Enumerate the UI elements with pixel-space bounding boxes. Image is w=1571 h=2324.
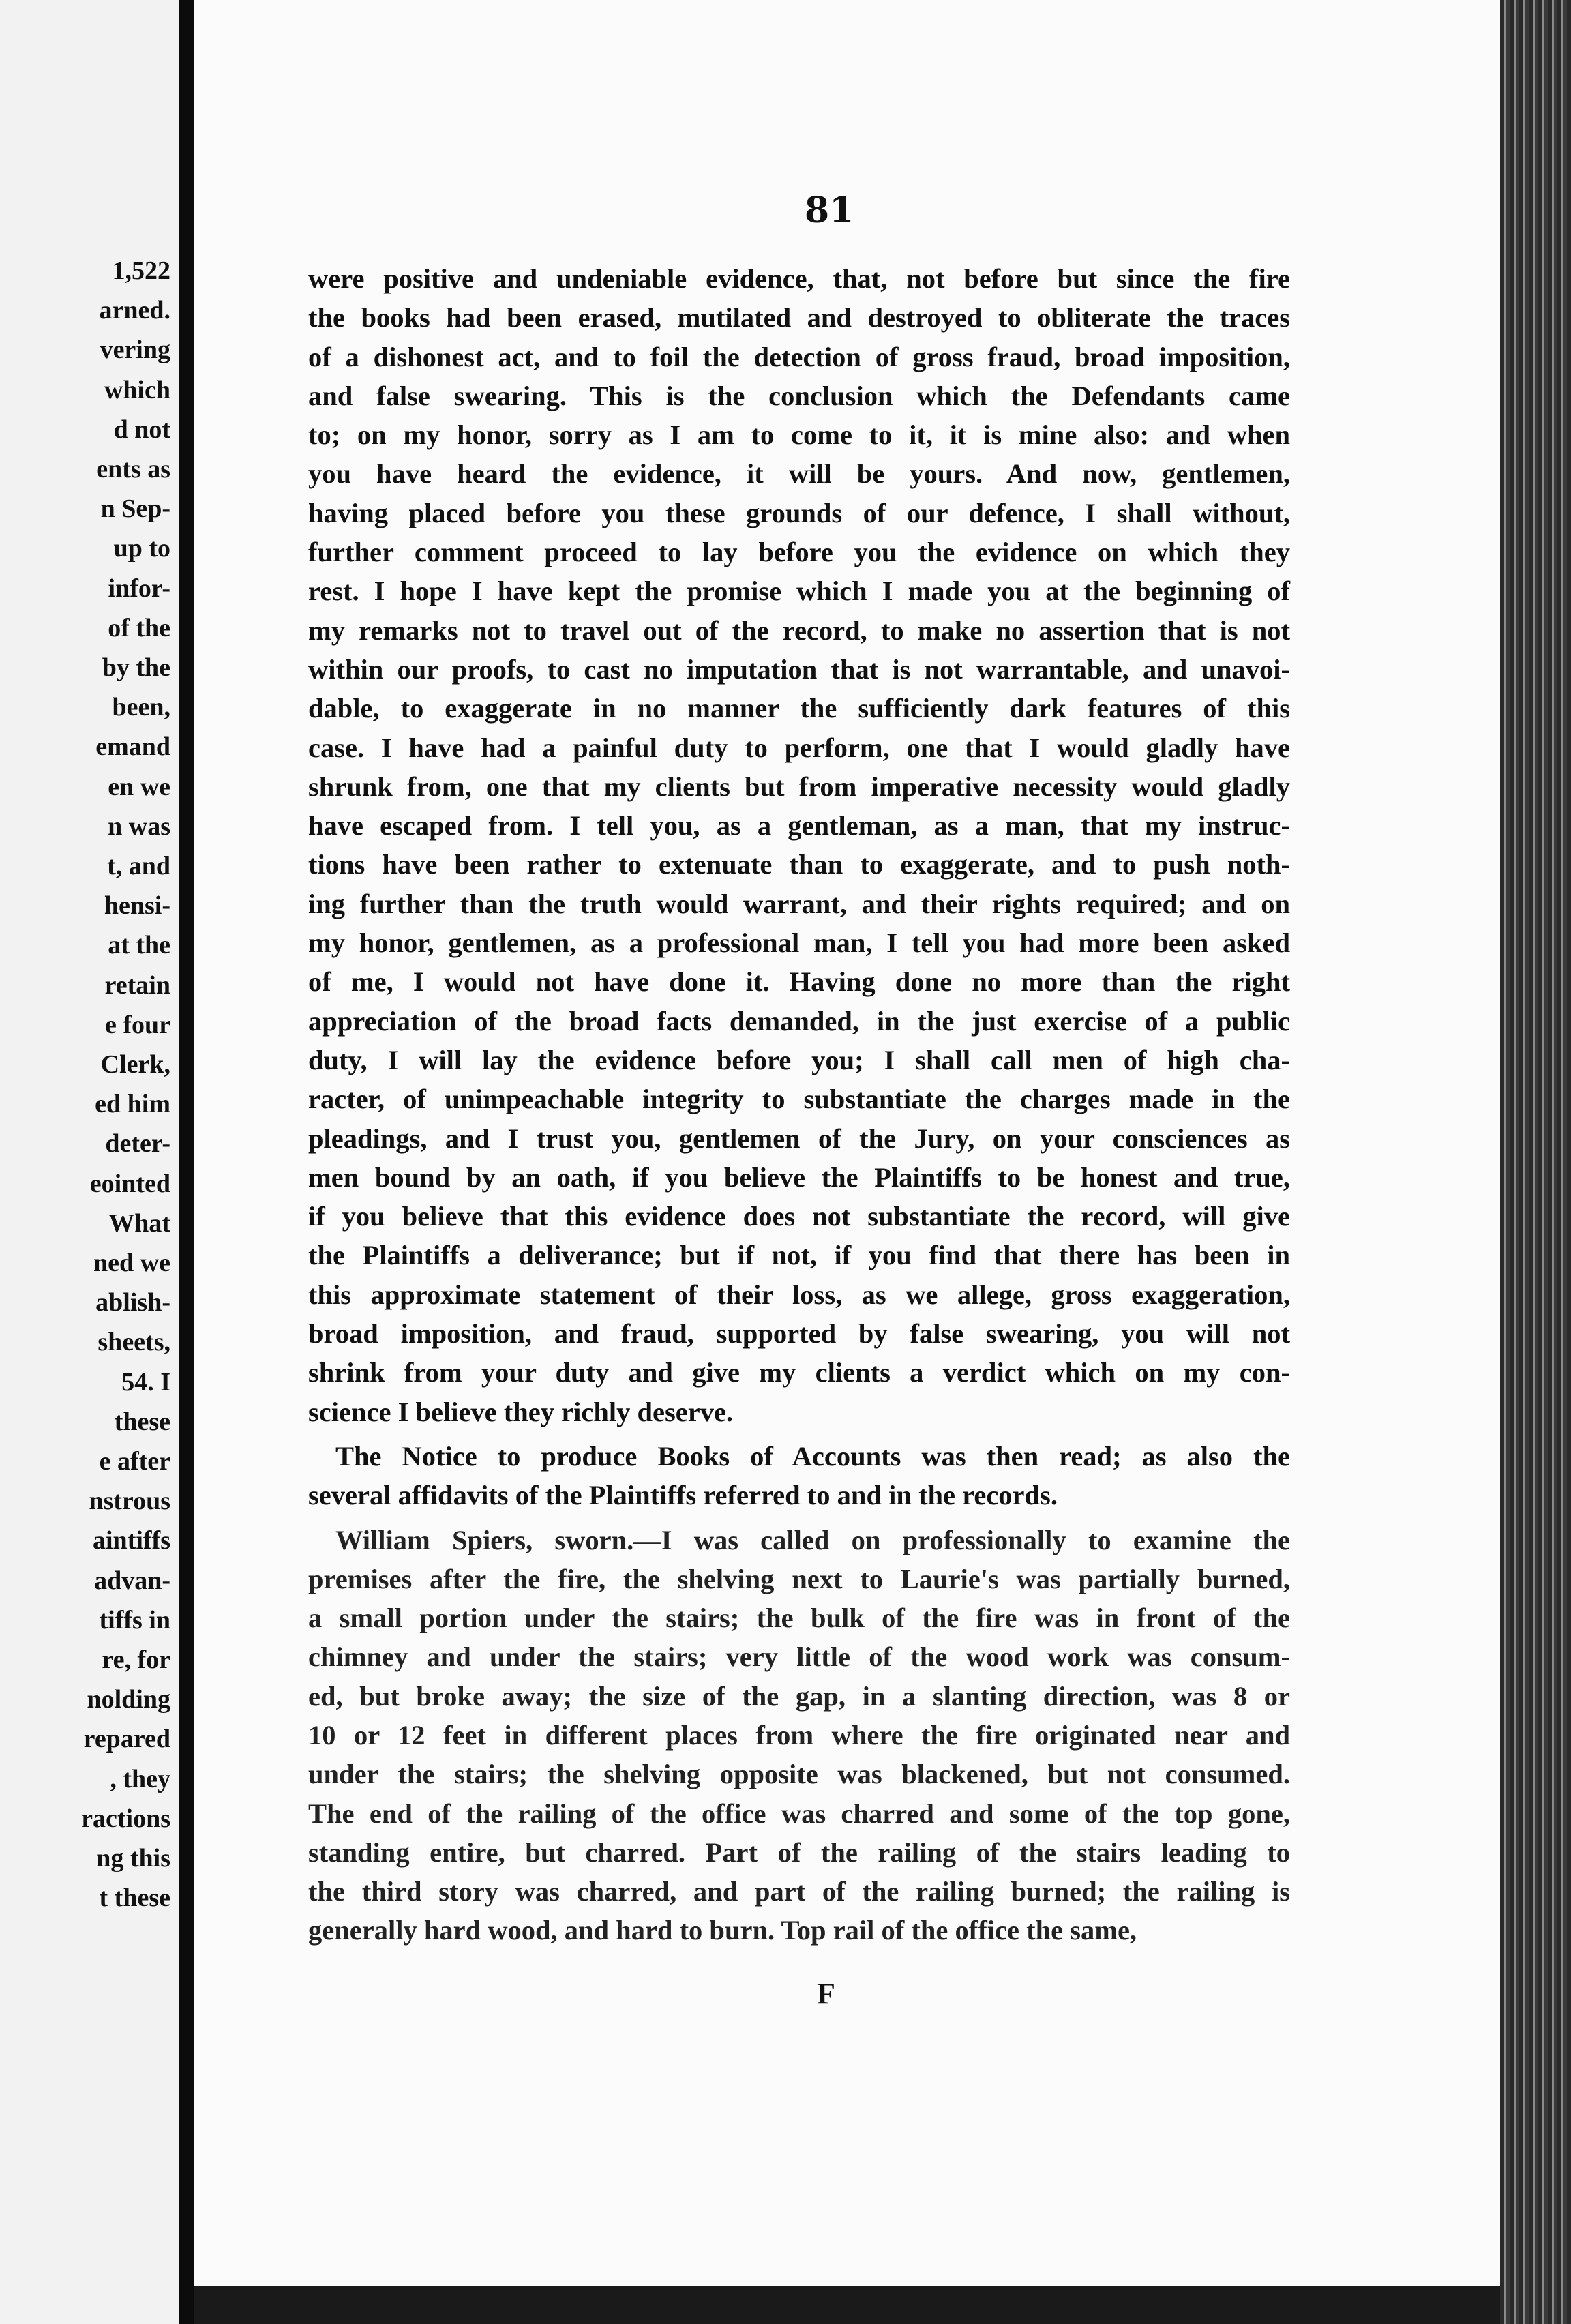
text-line: under the stairs; the shelving opposite was blackened, but not consumed. [308,1759,1290,1790]
text-line: my honor, gentlemen, as a professional man, I tell you had more been asked [308,927,1290,959]
text-line: to; on my honor, sorry as I am to come to it, it is mine also: and when [308,419,1290,451]
left-page-line: arned. [99,296,170,325]
text-line: tions have been rather to extenuate than to exaggerate, and to push noth- [308,849,1290,880]
text-line: men bound by an oath, if you believe the Plaintiffs to be honest and true, [308,1161,1290,1193]
left-page-line: n was [108,811,170,841]
left-page-line: retain [104,970,170,1000]
left-page-line: t, and [107,852,170,880]
left-page-line: n Sep- [100,494,170,524]
left-page-line: eointed [89,1169,170,1198]
left-page-line: hensi- [104,891,170,921]
left-page-line: re, for [102,1645,170,1674]
text-line: further comment proceed to lay before you the evidence on which they [308,537,1290,568]
left-page-line: tiffs in [99,1605,170,1635]
left-page-line: en we [108,772,170,801]
left-page-line: ed him [95,1090,170,1119]
text-line: The Notice to produce Books of Accounts was then read; as also the [335,1440,1290,1472]
left-page-line: these [114,1407,170,1436]
text-line: dable, to exaggerate in no manner the sufficiently dark features of this [308,693,1290,724]
left-page-line: nolding [87,1685,170,1714]
text-line: broad imposition, and fraud, supported by false swearing, you will not [308,1318,1290,1350]
left-page-line: advan- [94,1566,170,1595]
text-line: shrunk from, one that my clients but from imperative necessity would gladly [308,771,1290,802]
left-page-line: ents as [96,455,170,483]
text-line: of a dishonest act, and to foil the detection of gross fraud, broad imposition, [308,341,1290,372]
left-page-line: vering [100,336,170,365]
text-line: chimney and under the stairs; very little of the wood work was consum- [308,1641,1290,1673]
text-line: ed, but broke away; the size of the gap, in a slanting direction, was 8 or [308,1680,1290,1712]
text-line: a small portion under the stairs; the bulk of the fire was in front of the [308,1603,1290,1634]
left-page-line: sheets, [98,1328,170,1357]
text-line: of me, I would not have done it. Having done no more than the right [308,966,1290,998]
text-line: 10 or 12 feet in different places from where the fire originated near and [308,1719,1290,1751]
text-line: rest. I hope I have kept the promise which I made you at the beginning of [308,576,1290,607]
text-line: having placed before you these grounds of our defence, I shall without, [308,497,1290,528]
signature-mark: F [817,1977,835,2010]
left-page-line: 54. I [121,1367,170,1397]
left-page-line: 1,522 [112,256,170,285]
text-line: racter, of unimpeachable integrity to substantiate the charges made in the [308,1084,1290,1115]
left-page-fragment [0,0,194,2324]
text-line: within our proofs, to cast no imputation that is not warrantable, and unavoi- [308,653,1290,685]
text-line: this approximate statement of their loss, as we allege, gross exaggeration, [308,1279,1290,1310]
left-page-line: repared [83,1725,170,1754]
text-line: have escaped from. I tell you, as a gentleman, as a man, that my instruc- [308,810,1290,841]
left-page-line: Clerk, [100,1050,170,1079]
left-page-line: , they [110,1764,170,1793]
paragraph-1 [308,259,1290,1431]
text-line: were positive and undeniable evidence, that, not before but since the fire [308,263,1290,294]
left-page-line: What [108,1208,170,1238]
text-line: if you believe that this evidence does not substantiate the record, will give [308,1201,1290,1232]
text-line: the Plaintiffs a deliverance; but if not, if you find that there has been in [308,1240,1290,1271]
book-page-edges [1500,0,1571,2324]
text-line: the third story was charred, and part of the railing burned; the railing is [308,1876,1290,1907]
left-page-line: up to [113,534,170,563]
body-text [308,259,1290,1950]
left-page-line: t these [99,1883,170,1913]
left-page-line: e four [104,1010,170,1039]
left-page-line: deter- [105,1129,170,1159]
left-page-line: infor- [108,573,170,603]
text-line: William Spiers, sworn.—I was called on professionally to examine the [335,1524,1290,1555]
left-page-line: which [104,375,170,404]
left-page-line: aintiffs [93,1526,170,1555]
text-line: generally hard wood, and hard to burn. Top rail of the office the same, [308,1915,1137,1946]
left-page-line: ractions [81,1804,170,1833]
text-line: several affidavits of the Plaintiffs referred to and in the records. [308,1480,1058,1511]
text-line: duty, I will lay the evidence before you; I shall call men of high cha- [308,1044,1290,1075]
text-line: premises after the fire, the shelving next to Laurie's was partially burned, [308,1563,1290,1594]
left-page-line: ned we [93,1249,170,1277]
left-page-line: ablish- [95,1288,170,1317]
text-line: case. I have had a painful duty to perform, one that I would gladly have [308,732,1290,763]
text-line: ing further than the truth would warrant, and their rights required; and on [308,888,1290,919]
text-line: my remarks not to travel out of the record, to make no assertion that is not [308,614,1290,646]
left-page-line: of the [108,613,170,642]
left-page-line: emand [95,732,170,762]
left-page-line: d not [113,415,170,444]
text-line: shrink from your duty and give my clients a verdict which on my con- [308,1357,1290,1388]
text-line: and false swearing. This is the conclusion which the Defendants came [308,380,1290,411]
text-line: you have heard the evidence, it will be yours. And now, gentlemen, [308,458,1290,490]
left-page-line: by the [102,653,170,682]
left-page-line: ng this [96,1844,170,1873]
text-line: science I believe they richly deserve. [308,1396,734,1427]
left-page-line: e after [99,1447,170,1476]
left-page-line: nstrous [89,1487,170,1516]
text-line: the books had been erased, mutilated and destroyed to obliterate the traces [308,302,1290,333]
page-number: 81 [805,190,854,231]
left-page-line: at the [108,931,170,960]
text-line: pleadings, and I trust you, gentlemen of the Jury, on your consciences as [308,1122,1290,1154]
paragraph-2 [308,1437,1290,1515]
text-line: standing entire, but charred. Part of the railing of the stairs leading to [308,1836,1290,1868]
text-line: The end of the railing of the office was charred and some of the top gone, [308,1798,1290,1829]
text-line: appreciation of the broad facts demanded, in the just exercise of a public [308,1005,1290,1037]
paragraph-3 [308,1521,1290,1950]
left-page-line: been, [112,693,170,722]
